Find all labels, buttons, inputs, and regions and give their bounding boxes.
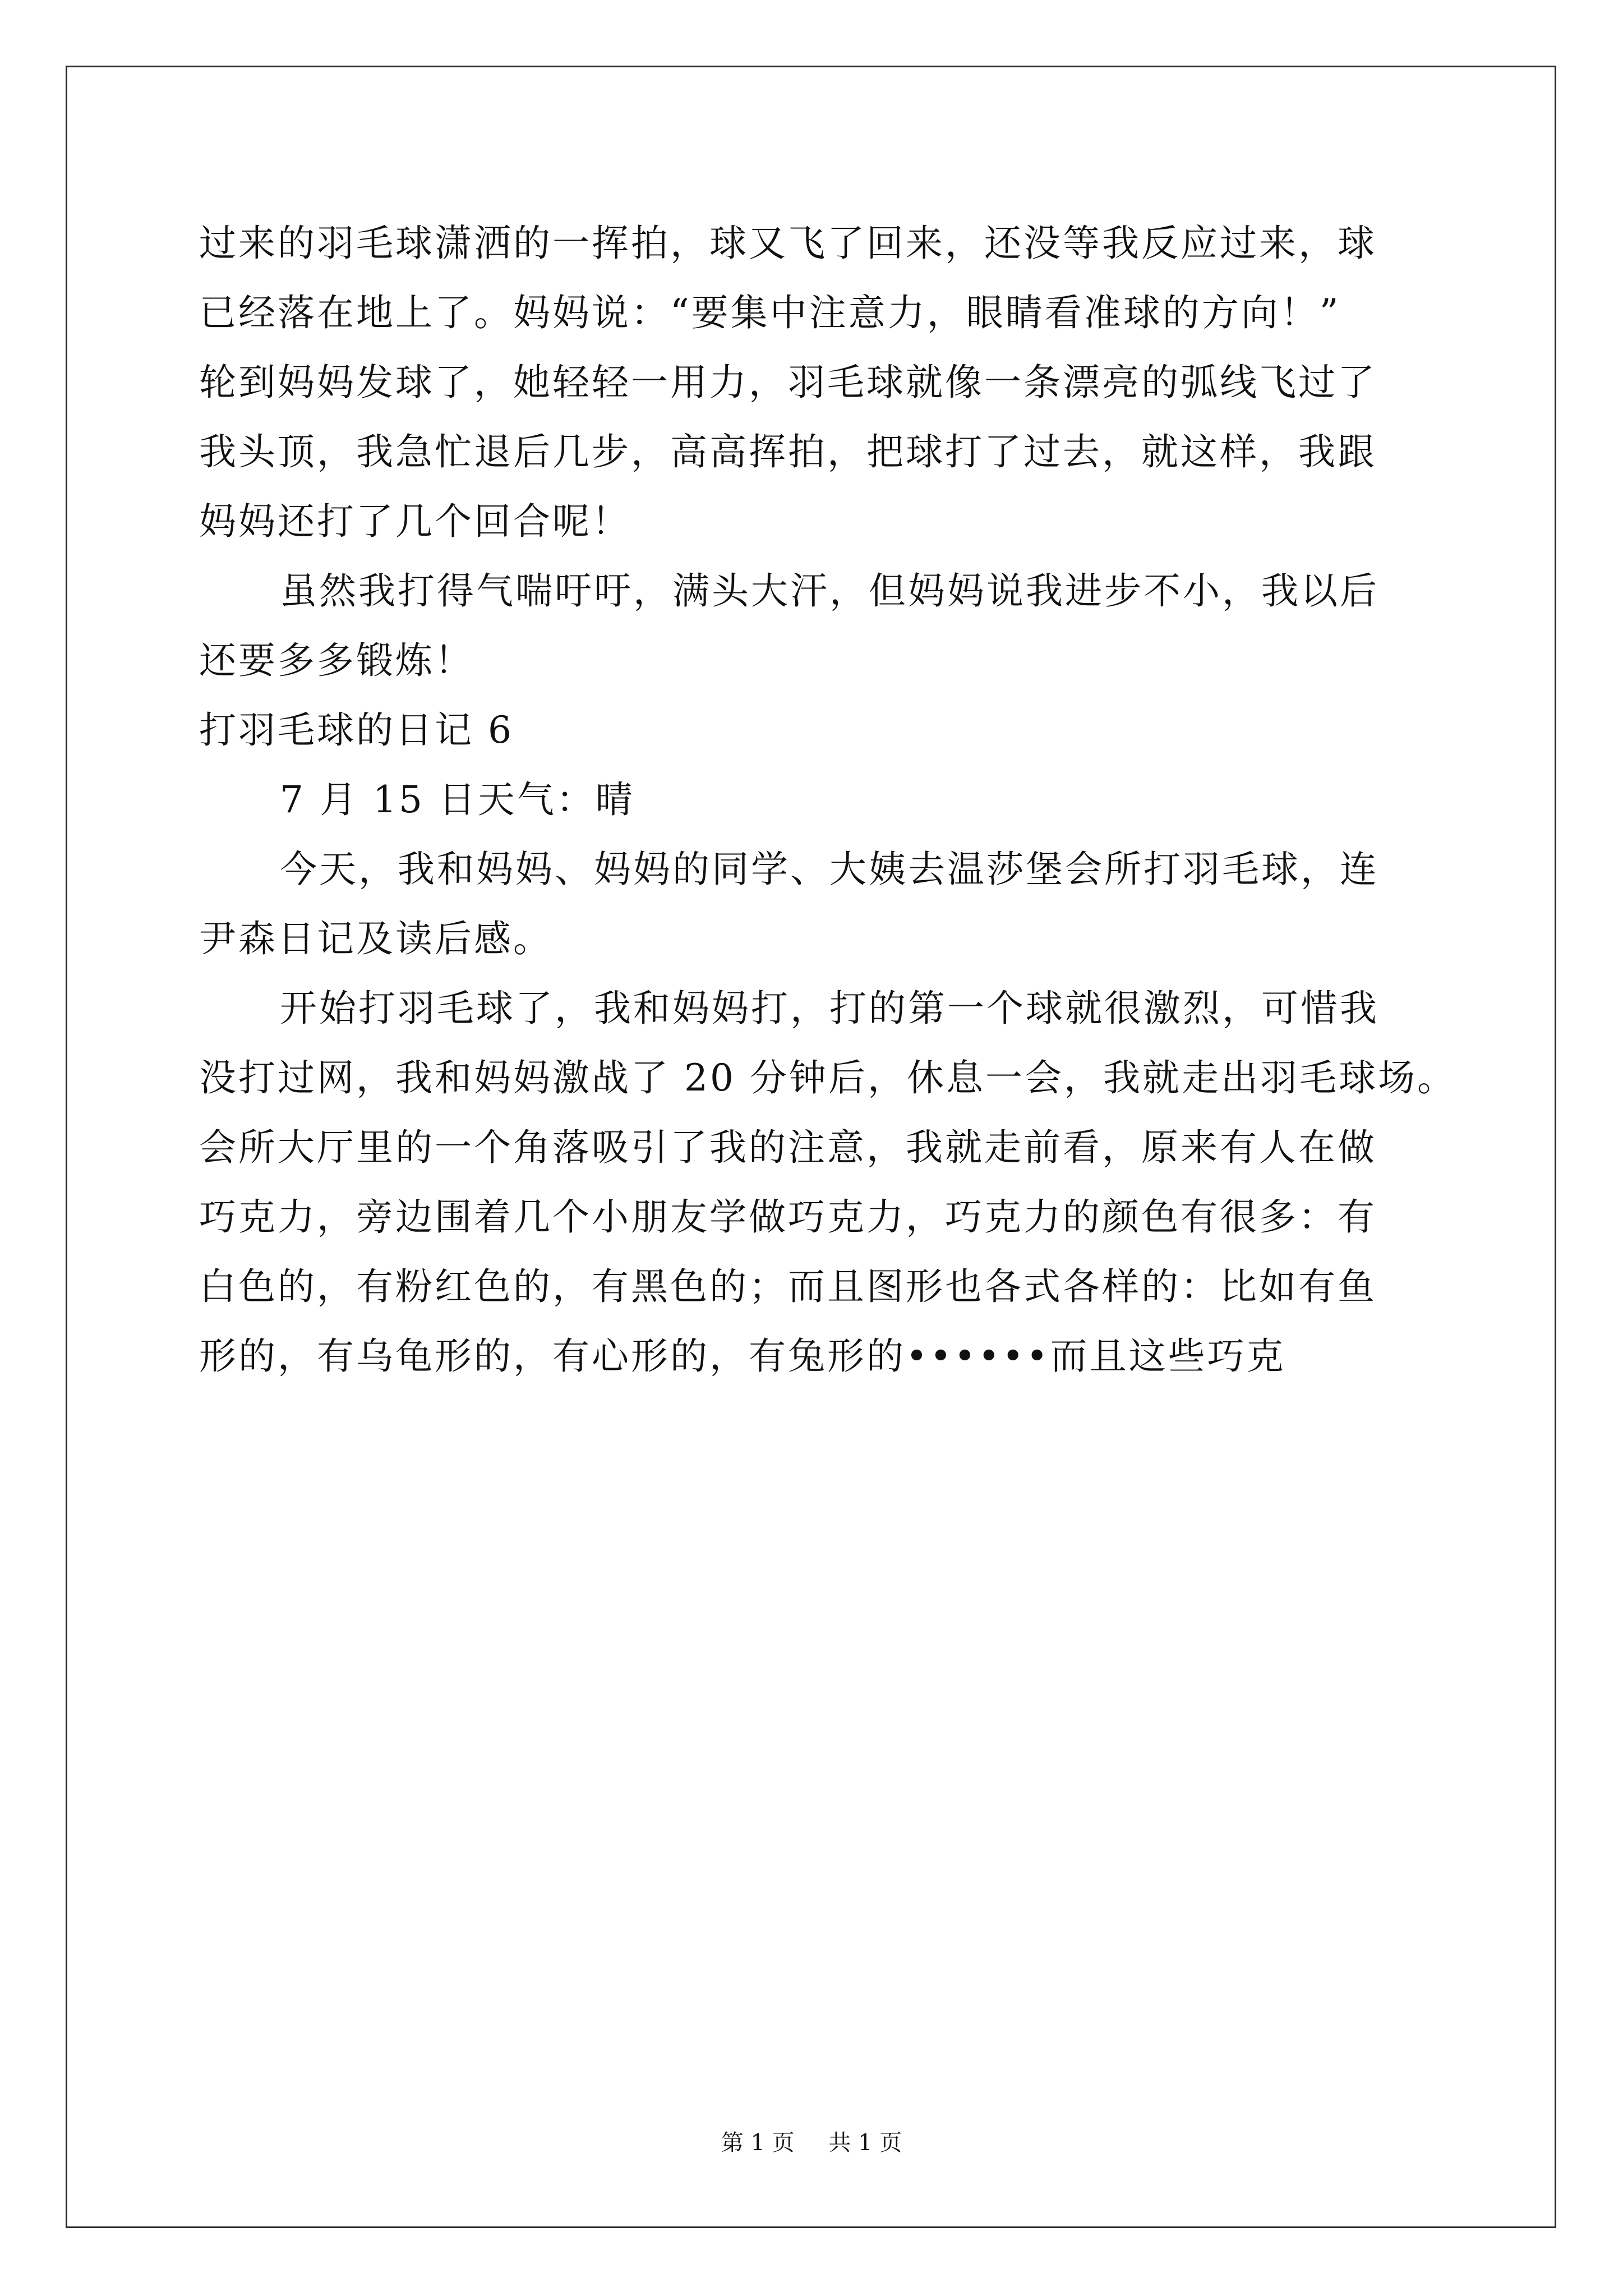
text-line: 虽然我打得气喘吁吁，满头大汗，但妈妈说我进步不小，我以后: [280, 569, 1379, 613]
document-body: [199, 209, 1456, 1391]
text-line: 尹森日记及读后感。: [199, 917, 552, 960]
page-total: 共 1 页: [828, 2130, 902, 2156]
text-line: 没打过网，我和妈妈激战了 20 分钟后，休息一会，我就走出羽毛球场。: [199, 1056, 1456, 1099]
page-footer: [0, 2126, 1623, 2160]
text-line: 我头顶，我急忙退后几步，高高挥拍，把球打了过去，就这样，我跟: [199, 430, 1377, 473]
text-line: 会所大厅里的一个角落吸引了我的注意，我就走前看，原来有人在做: [199, 1126, 1377, 1169]
diary-date-line: 7 月 15 日天气：晴: [280, 778, 635, 821]
text-line: 巧克力，旁边围着几个小朋友学做巧克力，巧克力的颜色有很多：有: [199, 1195, 1377, 1239]
text-line: 已经落在地上了。妈妈说：“要集中注意力，眼睛看准球的方向！”: [199, 291, 1341, 334]
text-line: 形的，有乌龟形的，有心形的，有兔形的••••••而且这些巧克: [199, 1335, 1286, 1378]
section-heading: 打羽毛球的日记 6: [199, 708, 514, 752]
page-number: 第 1 页: [721, 2130, 795, 2156]
text-line: 今天，我和妈妈、妈妈的同学、大姨去温莎堡会所打羽毛球，连: [280, 848, 1379, 891]
text-line: 还要多多锻炼！: [199, 639, 474, 682]
text-line: 白色的，有粉红色的，有黑色的；而且图形也各式各样的：比如有鱼: [199, 1265, 1377, 1308]
text-line: 妈妈还打了几个回合呢！: [199, 500, 631, 543]
text-line: 过来的羽毛球潇洒的一挥拍，球又飞了回来，还没等我反应过来，球: [199, 222, 1377, 265]
text-line: 轮到妈妈发球了，她轻轻一用力，羽毛球就像一条漂亮的弧线飞过了: [199, 361, 1377, 404]
text-line: 开始打羽毛球了，我和妈妈打，打的第一个球就很激烈，可惜我: [280, 987, 1379, 1030]
